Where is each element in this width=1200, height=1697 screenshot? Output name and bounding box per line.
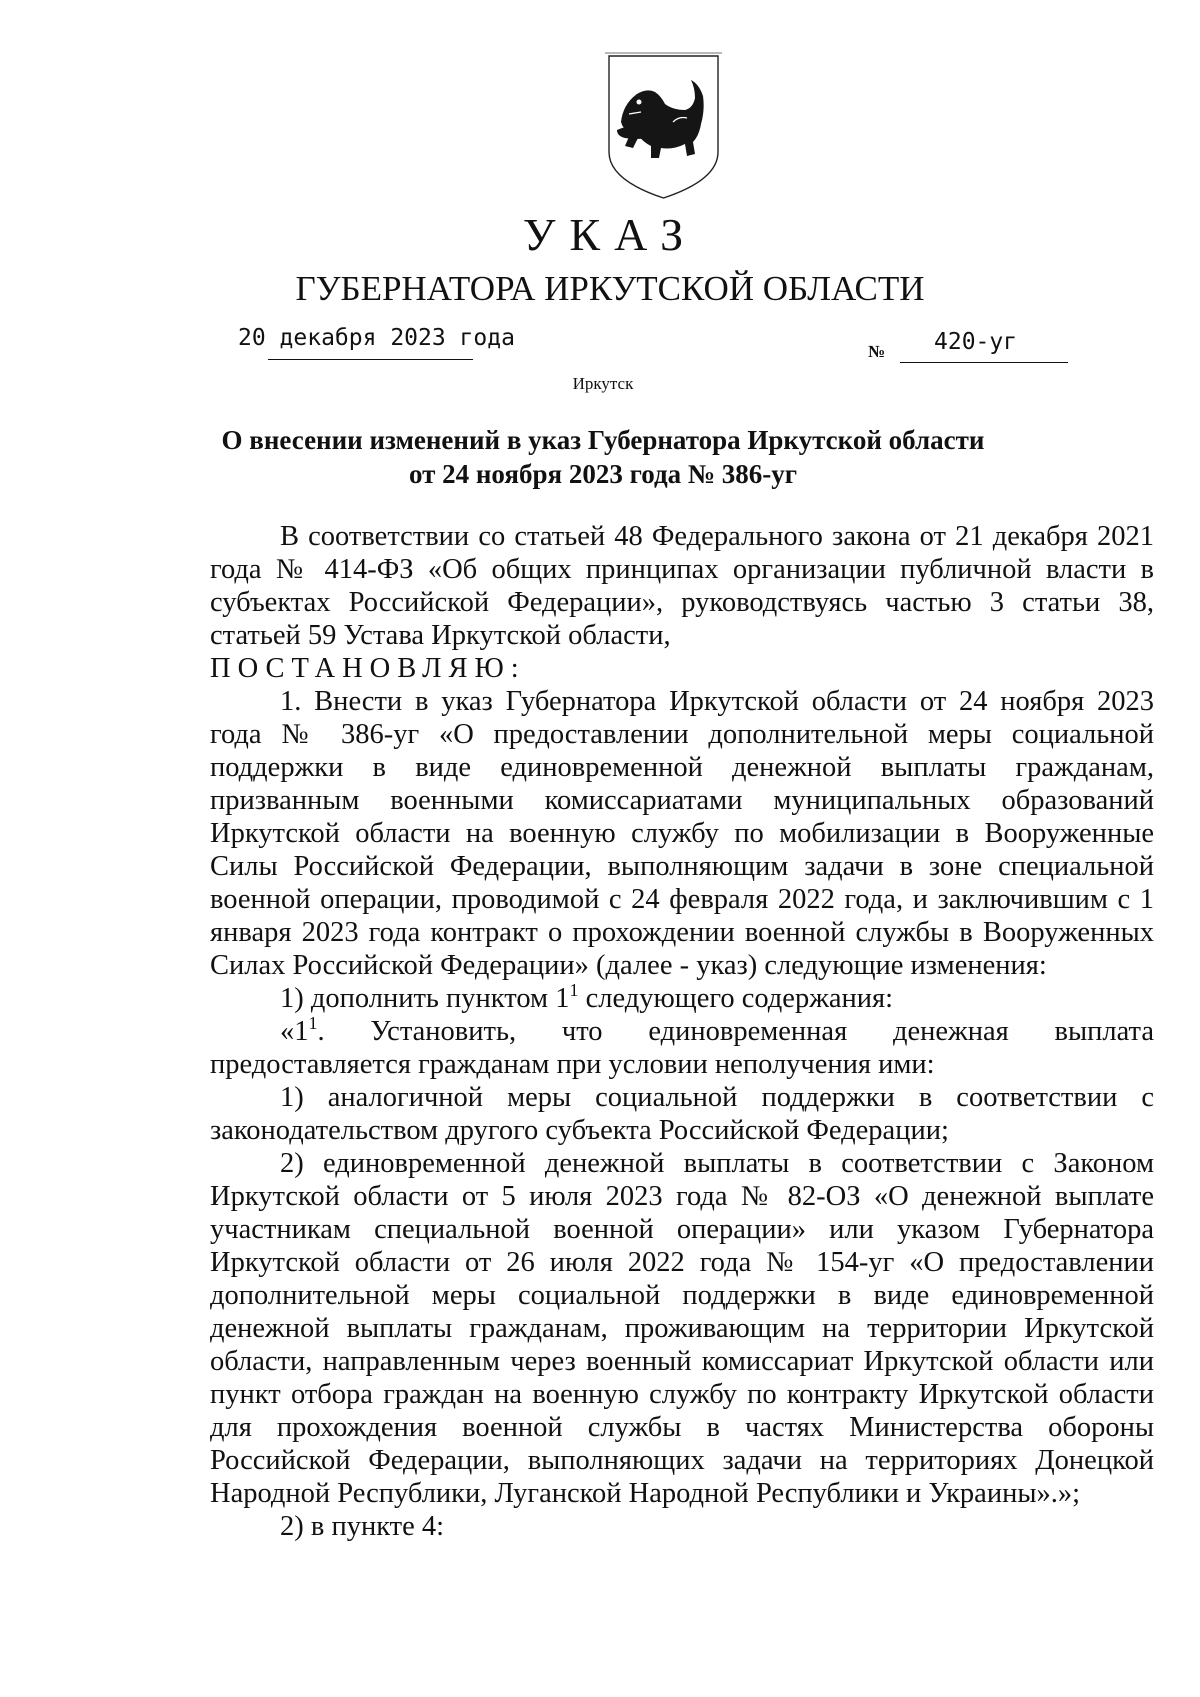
quoted-clause-text: . Установить, что единовременная денежная выплата предоставляется гражданам при условии неполучения ими: [210, 1016, 1154, 1080]
condition-2-paragraph: 2) единовременной денежной выплаты в соответствии с Законом Иркутской области от 5 июля 2023 года № 82-ОЗ «О денежной выплате участникам специальной военной операции» или указом Губернатора Иркутской области от 26 июля 2022 года № 154-уг «О предоставлении дополнительной меры социальной поддержки в виде единовременной денежной выплаты гражданам, проживающим на территории Иркутской области, направленным через военный комиссариат Иркутской области или пункт отбора граждан на военную службу по контракту Иркутской области для прохождения военной службы в частях Министерства обороны Российской Федерации, выполняющих задачи на территориях Донецкой Народной Республики, Луганской Народной Республики и Украины».»; [210, 1148, 1154, 1509]
quoted-clause-paragraph [210, 1015, 1154, 1081]
heading-line-1: О внесении изменений в указ Губернатора Иркутской области [221, 425, 985, 455]
decree-subtitle: ГУБЕРНАТОРА ИРКУТСКОЙ ОБЛАСТИ [295, 269, 925, 308]
coat-of-arms-icon [603, 52, 724, 202]
decree-date: 20 декабря 2023 года [238, 325, 515, 351]
city-label: Иркутск [572, 374, 634, 393]
heading-line-2: от 24 ноября 2023 года № 386-уг [408, 459, 798, 489]
decree-heading [0, 423, 1200, 491]
item-1-paragraph: 1. Внести в указ Губернатора Иркутской области от 24 ноября 2023 года № 386-уг «О предоставлении дополнительной меры социальной поддержки в виде единовременной денежной выплаты гражданам, призванным военными комиссариатами муниципальных образований Иркутской области на военную службу по мобилизации в Вооруженные Силы Российской Федерации, выполняющим задачи в зоне специальной военной операции, проводимой с 24 февраля 2022 года, и заключившим с 1 января 2023 года контракт о прохождении военной службы в Вооруженных Силах Российской Федерации» (далее - указ) следующие изменения: [210, 686, 1154, 981]
subitem-1-suffix: следующего содержания: [578, 983, 894, 1014]
decree-title: УКАЗ [522, 209, 698, 260]
subitem-1-paragraph [210, 982, 1154, 1015]
condition-1-paragraph: 1) аналогичной меры социальной поддержки в соответствии с законодательством другого субъекта Российской Федерации; [210, 1082, 1154, 1146]
quoted-clause-prefix: «1 [280, 1016, 309, 1047]
quoted-clause-superscript: 1 [308, 1013, 318, 1033]
decree-number: 420-уг [934, 329, 1018, 355]
number-underline [900, 362, 1068, 363]
preamble-paragraph: В соответствии со статьей 48 Федерального закона от 21 декабря 2021 года № 414-ФЗ «Об общих принципах организации публичной власти в субъектах Российской Федерации», руководствуясь частью 3 статьи 38, статьей 59 Устава Иркутской области, [210, 521, 1154, 651]
resolve-word: ПОСТАНОВЛЯЮ: [210, 653, 526, 684]
date-underline [268, 359, 473, 360]
subitem-1-prefix: 1) дополнить пунктом 1 [280, 983, 570, 1014]
decree-body [210, 520, 1154, 1543]
subitem-1-superscript: 1 [569, 980, 579, 1000]
number-sign: № [868, 342, 886, 361]
subitem-2-paragraph: 2) в пункте 4: [280, 1511, 445, 1542]
